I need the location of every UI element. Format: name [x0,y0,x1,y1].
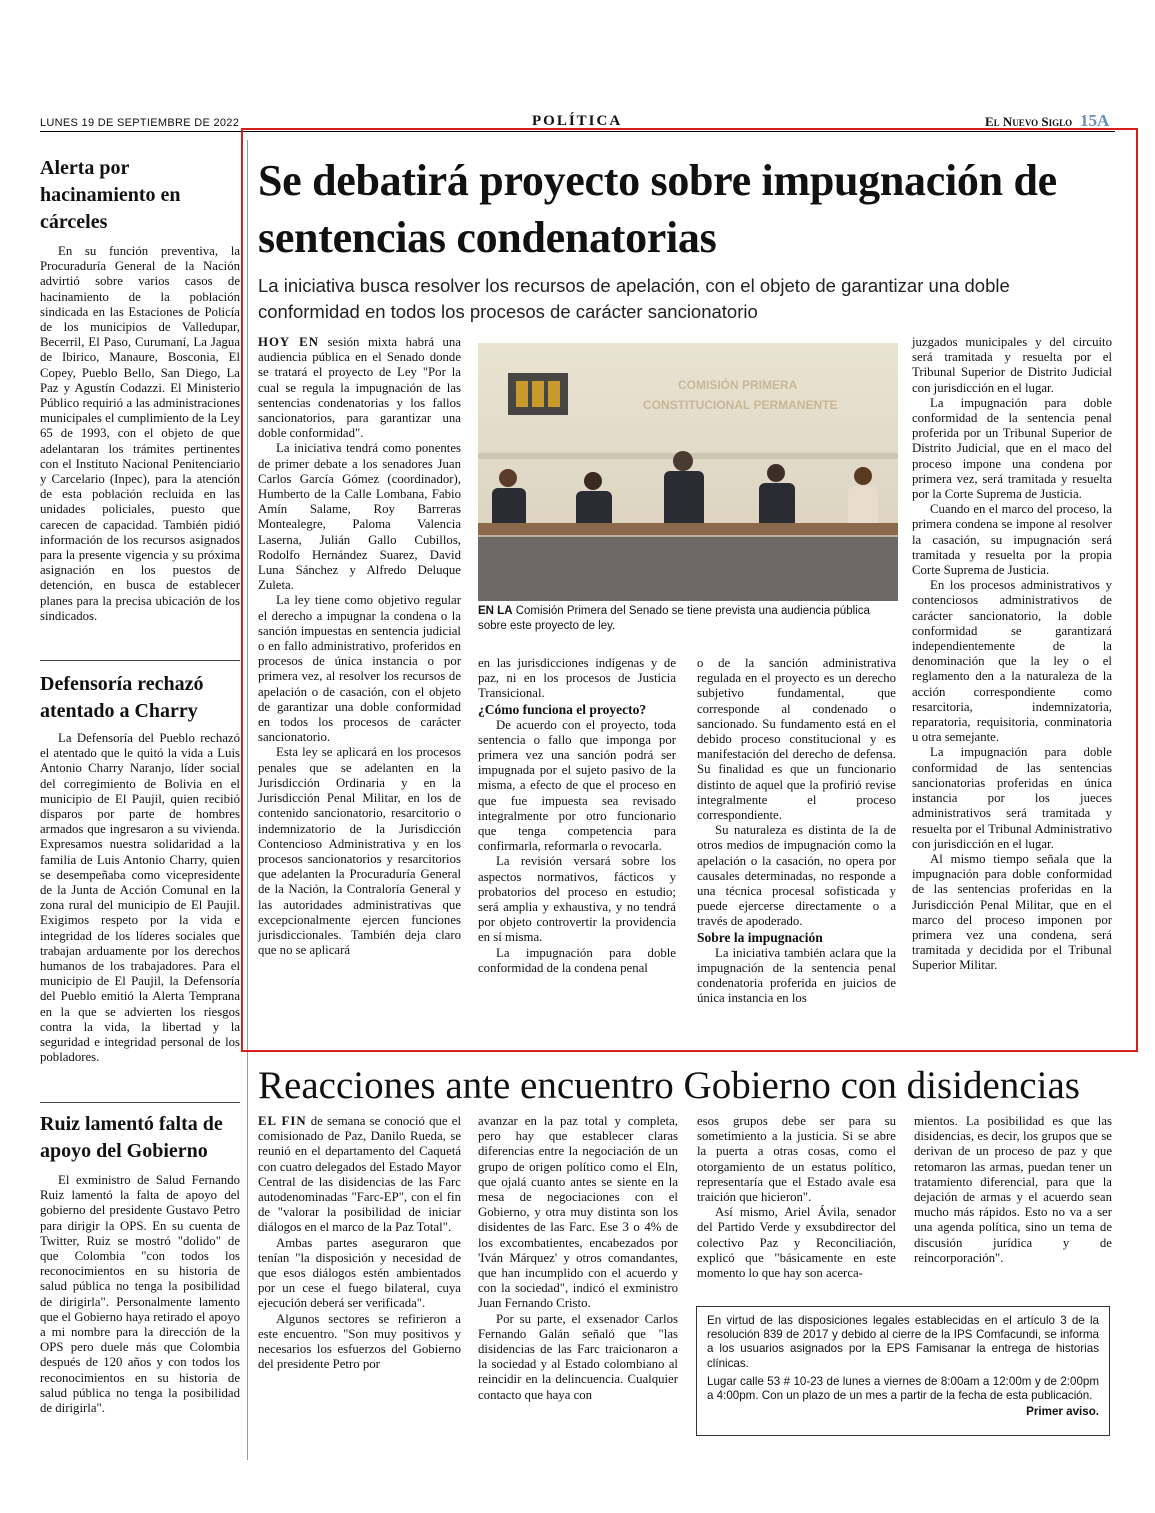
legal-notice-box [696,1306,1110,1436]
photo-caption: EN LA Comisión Primera del Senado se tiene prevista una audiencia pública sobre este proyecto de ley. [478,605,870,632]
newspaper-name: El Nuevo Siglo [985,114,1073,129]
article-column-4 [912,335,1112,974]
article-paragraph: Algunos sectores se refirieron a este encuentro. "Son muy positivos y necesarios los esfuerzos del Gobierno del presidente Petro por [258,1311,461,1372]
article-paragraph: mientos. La posibilidad es que las disidencias, es decir, los grupos que se derivan de un proceso de paz y que retomaron las armas, puedan tener un tratamiento diferencial, para que la dejación de armas y el acuerdo sean mucho más rápidos. Esto no va a ser una agenda política, sino un tema de discusión jurídica y de reincorporación". [914,1114,1112,1265]
article-column-2 [478,656,676,976]
article-paragraph: En los procesos administrativos y contenciosos administrativos de carácter sancionatorio, la doble conformidad se garantizará independientemente de la denominación que la ley o el reglamento den a la naturaleza de la acción correspondiente como resarcitoria, indemnizatoria, reparatoria, requisitoria, conminatoria u otra semejante. [912,578,1112,745]
sidebar-story-defensoria [40,671,240,1065]
article-paragraph: La ley tiene como objetivo regular el derecho a impugnar la condena o la sanción impuestas en sentencia judicial o en fallo administrativo, proferidos en procesos de única instancia o por primera vez, al resolver los recursos de apelación o de casación, con el objeto de garantizar una doble conformidad en todos los procesos de carácter sancionatorio. [258,593,461,745]
article-paragraph: juzgados municipales y del circuito será tramitada y resuelta por el Tribunal Superior de Distrito Judicial con jurisdicción en el lugar. [912,335,1112,395]
article-paragraph: De acuerdo con el proyecto, toda sentencia o fallo que imponga por primera vez una sanción podrá ser impugnada por el sujeto pasivo de la misma, a efecto de que el proceso en que fue impuesta sea revisado integralmente por otro funcionario que tenga competencia para confirmarla, reformarla o revocarla. [478,717,676,854]
article-lead: HOY EN [258,335,319,349]
article-paragraph: La impugnación para doble conformidad de la sentencia penal proferida por un Tribunal Superior de Distrito Judicial, que en el maco del proceso impone una condena por primera vez, será tramitada y resuelta por la Corte Suprema de Justicia. [912,395,1112,502]
article-subhead: Sobre la impugnación [697,929,823,945]
article-headline: Se debatirá proyecto sobre impugnación de sentencias condenatorias [258,156,1057,262]
notice-signature: Primer aviso. [1026,1405,1099,1419]
article-paragraph: La impugnación para doble conformidad de las sentencias sancionatorias proferidas en única instancia por los jueces administrativos será tramitada y resuelta por el Tribunal Administrativo con jurisdicción en el lugar. [912,745,1112,851]
notice-text: En virtud de las disposiciones legales establecidas en el artículo 3 de la resolución 839 de 2017 y debido al cierre de la IPS Comfacundi, se informa a los usuarios asignados por la EPS Famisanar la entrega de historias clínicas. [707,1314,1099,1370]
second-article-column-1 [258,1114,461,1372]
second-article-column-4 [914,1114,1112,1266]
article-paragraph: HOY EN sesión mixta habrá una audiencia pública en el Senado donde se tratará el proyecto de Ley "Por la cual se regula la impugnación de las sentencias condenatorias y los fallos sancionatorios, para garantizar una doble conformidad". [258,335,461,441]
article-paragraph: esos grupos debe ser para su sometimiento a la justicia. Si se abre la puerta a otras cosas, como el otorgamiento de un estatus político, representaría que el Estado avale esa traición que hicieron". [697,1114,896,1205]
second-article-headline: Reacciones ante encuentro Gobierno con disidencias [258,1064,1080,1107]
sidebar-story-cells [40,155,240,624]
article-paragraph: La impugnación para doble conformidad de la condena penal [478,945,676,975]
article-column-3 [697,656,896,1006]
sidebar-story-title: Defensoría rechazó atentado a Charry [40,673,204,722]
sidebar-story-body: En su función preventiva, la Procuraduría General de la Nación advirtió sobre varios casos de hacinamiento de la población sindicada en las Estaciones de Policía de los municipios de Valledupar, Becerril, El Paso, Curumaní, La Jagua de Ibirico, Manaure, Bosconia, El Copey, Pueblo Bello, San Diego, La Paz y Agustín Codazzi. El Ministerio Público requirió a las administraciones municipales el cumplimiento de la Ley 65 de 1993, con el objeto de que adelantaran los trámites pertinentes con el Instituto Nacional Penitenciario y Carcelario (Inpec), para la atención de esta población recluida en las unidades policiales, puesto que carecen de capacidad. También pidió información de los recursos asignados para la presente vigencia y su próxima asignación en los puestos de detención, en busca de establecer planes para la precisa ubicación de los sindicados. [40,244,240,623]
article-paragraph: en las jurisdicciones indígenas y de paz, ni en los procesos de Justicia Transicional. [478,656,676,701]
article-paragraph: Por su parte, el exsenador Carlos Fernando Galán señaló que "las disidencias de las Farc traicionaron a la sociedad y al Estado colombiano al reincidir en la delincuencia. Cualquier contacto que haya con [478,1311,678,1402]
second-article-column-3 [697,1114,896,1281]
photo-sign-line: COMISIÓN PRIMERA [678,378,798,392]
article-subtitle: La iniciativa busca resolver los recursos de apelación, con el objeto de garantizar una doble conformidad en todos los procesos de carácter sancionatorio [258,275,1010,322]
sidebar-story-body: La Defensoría del Pueblo rechazó el atentado que le quitó la vida a Luis Antonio Charry Naranjo, líder social del corregimiento de Bolivia en el municipio de El Paujil, quien recibió disparos por parte de hombres armados que ingresaron a su vivienda. Expresamos nuestra solidaridad a la familia de Luis Antonio Charry, quien se desempeñaba como vicepresidente de la Junta de Acción Comunal en la zona rural del municipio de El Paujil. Exigimos respeto por la vida e integridad de los líderes sociales que trabajan arduamente por los derechos humanos de los trabajadores. Para el municipio de El Paujil, la Defensoría del Pueblo emitió la Alerta Temprana en la que se advierten los riesgos contra la vida, la libertad y la seguridad e integridad personal de los pobladores. [40,731,240,1065]
article-column-1 [258,335,461,958]
sidebar-story-title: Ruiz lamentó falta de apoyo del Gobierno [40,1113,223,1162]
section-title: POLÍTICA [532,113,623,129]
sidebar-story-title: Alerta por hacinamiento en cárceles [40,157,181,233]
page-number: 15A [1080,111,1110,130]
notice-address: Lugar calle 53 # 10-23 de lunes a viernes de 8:00am a 12:00m y de 2:00pm a 4:00pm. Con un plazo de un mes a partir de la fecha de esta publicación. [707,1374,1099,1403]
sidebar-separator [40,660,240,661]
caption-lead: EN LA [478,605,513,617]
article-paragraph: o de la sanción administrativa regulada en el proyecto es un derecho subjetivo fundamental, que corresponde al condenado o sancionado. Su fundamento está en el debido proceso constitucional y es manifestación del derecho de defensa. Su finalidad es que un funcionario distinto de aquel que la profirió revise integralmente el proceso correspondiente. [697,656,896,823]
sidebar-separator [40,1102,240,1103]
second-article-column-2 [478,1114,678,1403]
article-paragraph: La revisión versará sobre los aspectos normativos, fácticos y probatorios del proceso en estudio; será amplia y exhaustiva, y no tendrá por objeto controvertir la providencia en sí misma. [478,854,676,945]
article-paragraph: Cuando en el marco del proceso, la primera condena se impone al resolver la casación, su impugnación será tramitada y resuelta por la propia Corte Suprema de Justicia. [912,502,1112,578]
article-paragraph: Así mismo, Ariel Ávila, senador del Partido Verde y exsubdirector del colectivo Paz y Reconciliación, explicó que "básicamente en este momento lo que hay son acerca- [697,1205,896,1281]
article-paragraph: EL FIN de semana se conoció que el comisionado de Paz, Danilo Rueda, se reunió en el departamento del Caquetá con cuatro delegados del Estado Mayor Central de las disidencias de las Farc autodenominadas "Farc-EP", con el fin de "valorar la posibilidad de iniciar diálogos en el marco de la Paz Total". [258,1114,462,1235]
article-paragraph: La iniciativa tendrá como ponentes de primer debate a los senadores Juan Carlos García Gómez (coordinador), Humberto de la Calle Lombana, Fabio Amín Salame, Roy Barreras Montealegre, Paloma Valencia Laserna, Julián Gallo Cubillos, Rodolfo Hernández Suarez, David Luna Sánchez y Alfredo Deluque Zuleta. [258,441,461,593]
article-paragraph: La iniciativa también aclara que la impugnación de la sentencia penal condenatoria proferida en juicios de única instancia en los [697,945,896,1006]
article-lead: EL FIN [258,1114,307,1128]
photo-illustration [478,343,898,601]
sidebar-story-ruiz [40,1111,240,1416]
article-subhead: ¿Cómo funciona el proyecto? [478,701,647,717]
article-paragraph: avanzar en la paz total y completa, pero hay que establecer claras diferencias entre la negociación de un grupo de origen político como el Eln, que ojalá cuanto antes se siente en la mesa de negociaciones con el Gobierno, y otra muy distinta son los disidentes de las Farc. Ese 3 o 4% de los excombatientes, encabezados por 'Iván Márquez' y otros comandantes, que han incumplido con el acuerdo y con la sociedad", indicó el exministro Juan Fernando Cristo. [478,1114,678,1311]
senate-commission-photo [478,343,898,601]
sidebar-story-body: El exministro de Salud Fernando Ruiz lamentó la falta de apoyo del gobierno del presidente Gustavo Petro para dirigir la OPS. En su cuenta de Twitter, Ruiz se mostró "dolido" de que Colombia "con todos los reconocimientos en su historia de salud pública no tenga la posibilidad de dirigirla". Personalmente lamento que el Gobierno haya retirado el apoyo a mi nombre para la dirección de la OPS pero duele más que Colombia después de 120 años y con todos los reconocimientos en su historia de salud pública no tenga la posibilidad de dirigirla". [40,1173,240,1416]
article-paragraph: Esta ley se aplicará en los procesos penales que se adelanten en la Jurisdicción Ordinaria y en la Jurisdicción Penal Militar, en los de contenido sancionatorio, resarcitorio o indemnizatorio de la Jurisdicción Contencioso Administrativa y en los procesos sancionatorios y resarcitorios que adelanten la Procuraduría General de la Nación, la Contraloría General y las autoridades administrativas que excepcionalmente ejercen funciones jurisdiccionales. También deja claro que no se aplicará [258,745,461,958]
article-paragraph: Su naturaleza es distinta de la de otros medios de impugnación como la apelación o la casación, no opera por causales determinadas, no responde a una técnica procesal sofisticada y puede ejercerse directamente o a través de apoderado. [697,823,896,929]
issue-date: LUNES 19 DE SEPTIEMBRE DE 2022 [40,117,240,129]
article-paragraph: Ambas partes aseguraron que tenían "la disposición y necesidad de que esos diálogos estén ambientados por un cese el fuego bilateral, cuya ejecución deberá ser verificada". [258,1235,461,1311]
photo-sign-line: CONSTITUCIONAL PERMANENTE [643,398,838,412]
article-paragraph: Al mismo tiempo señala que la impugnación para doble conformidad de las sentencias proferidas en la Jurisdicción Penal Militar, que en el marco del proceso imponen por primera vez una condena, será tramitada y decidida por el Tribunal Superior Militar. [912,851,1112,973]
